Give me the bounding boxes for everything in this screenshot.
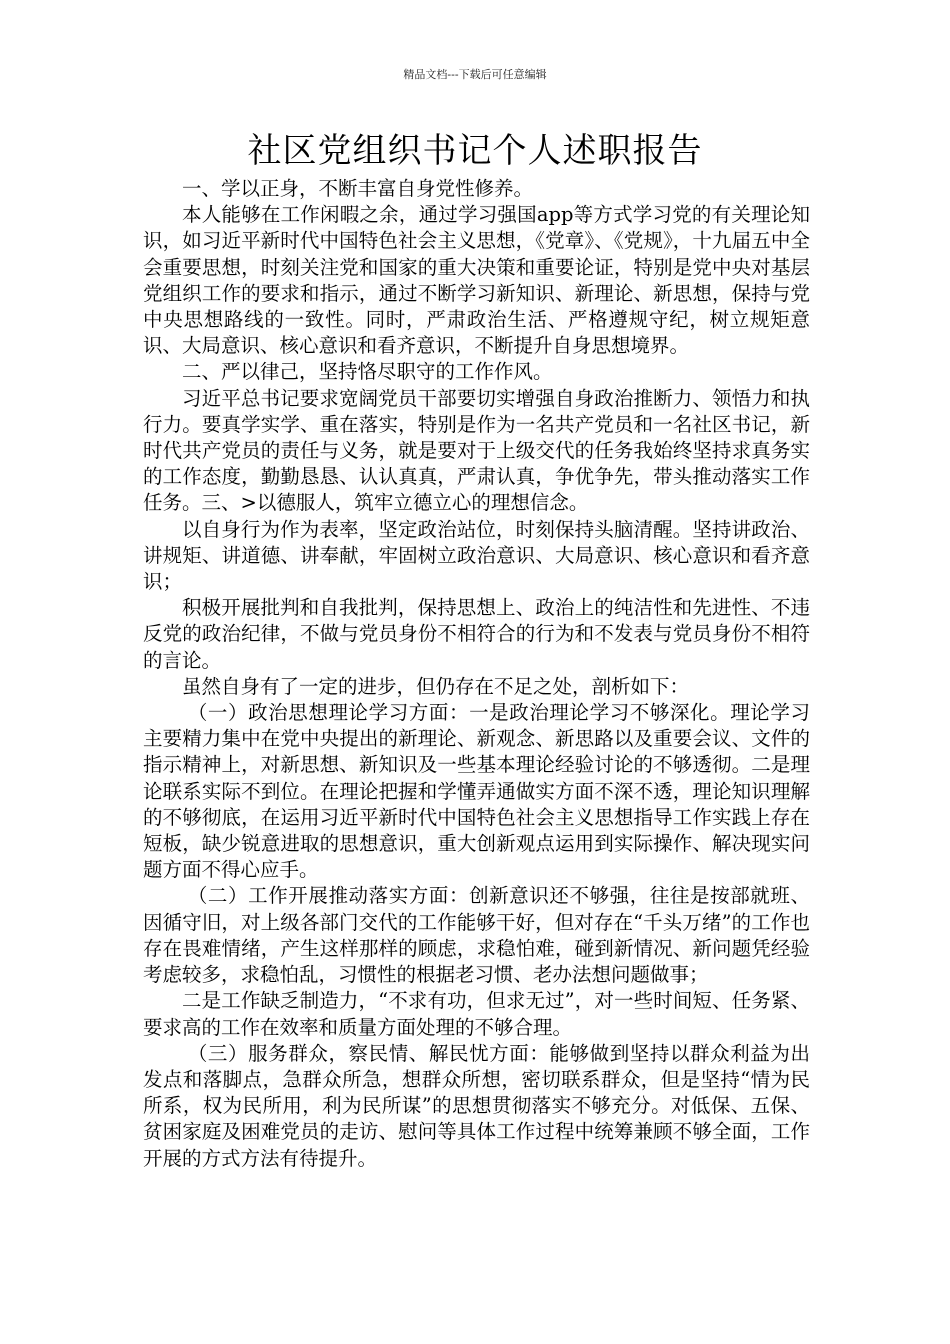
document-title: 社区党组织书记个人述职报告 bbox=[247, 131, 703, 171]
paragraph: （二）工作开展推动落实方面：创新意识还不够强，往往是按部就班、因循守旧，对上级各部门交代的工作能够干好，但对存在“千头万绪”的工作也存在畏难情绪，产生这样那样的顾虑，求稳怕难，碰到新情况、新问题凭经验考虑较多，求稳怕乱，习惯性的根据老习惯、老办法想问题做事； bbox=[143, 884, 810, 987]
page-header: 精品文档---下载后可任意编辑 bbox=[403, 68, 547, 81]
section-heading-1: 一、学以正身，不断丰富自身党性修养。 bbox=[182, 177, 534, 200]
paragraph: （一）政治思想理论学习方面：一是政治理论学习不够深化。理论学习主要精力集中在党中央提出的新理论、新观念、新思路以及重要会议、文件的指示精神上，对新思想、新知识及一些基本理论经验讨论的不够透彻。二是理论联系实际不到位。在理论把握和学懂弄通做实方面不深不透，理论知识理解的不够彻底，在运用习近平新时代中国特色社会主义思想指导工作实践上存在短板，缺少锐意进取的思想意识，重大创新观点运用到实际操作、解决现实问题方面不得心应手。 bbox=[143, 701, 810, 882]
paragraph: 积极开展批判和自我批判，保持思想上、政治上的纯洁性和先进性、不违反党的政治纪律，不做与党员身份不相符合的行为和不发表与党员身份不相符的言论。 bbox=[143, 596, 810, 672]
section-heading-2: 二、严以律己，坚持恪尽职守的工作作风。 bbox=[182, 360, 553, 384]
paragraph: 本人能够在工作闲暇之余，通过学习强国app等方式学习党的有关理论知识，如习近平新时代中国特色社会主义思想，《党章》、《党规》，十九届五中全会重要思想，时刻关注党和国家的重大决策和重要论证，特别是党中央对基层党组织工作的要求和指示，通过不断学习新知识、新理论、新思想，保持与党中央思想路线的一致性。同时，严肃政治生活、严格遵规守纪，树立规矩意识、大局意识、核心意识和看齐意识，不断提升自身思想境界。 bbox=[143, 203, 810, 358]
paragraph: （三）服务群众，察民情、解民忧方面：能够做到坚持以群众利益为出发点和落脚点，急群众所急，想群众所想，密切联系群众，但是坚持“情为民所系，权为民所用，利为民所谋”的思想贯彻落实不够充分。对低保、五保、贫困家庭及困难党员的走访、慰问等具体工作过程中统筹兼顾不够全面，工作开展的方式方法有待提升。 bbox=[143, 1041, 810, 1170]
paragraph: 习近平总书记要求宽阔党员干部要切实增强自身政治推断力、领悟力和执行力。要真学实学、重在落实，特别是作为一名共产党员和一名社区书记，新时代共产党员的责任与义务，就是要对于上级交代的任务我始终坚持求真务实的工作态度，勤勤恳恳、认认真真，严肃认真，争优争先，带头推动落实工作任务。三、>以德服人，筑牢立德立心的理想信念。 bbox=[143, 386, 810, 515]
paragraph: 以自身行为作为表率，坚定政治站位，时刻保持头脑清醒。坚持讲政治、讲规矩、讲道德、讲奉献，牢固树立政治意识、大局意识、核心意识和看齐意识； bbox=[143, 517, 810, 594]
paragraph: 虽然自身有了一定的进步，但仍存在不足之处，剖析如下： bbox=[182, 674, 690, 698]
paragraph: 二是工作缺乏制造力，“不求有功，但求无过”，对一些时间短、任务紧、要求高的工作在效率和质量方面处理的不够合理。 bbox=[143, 989, 810, 1039]
document-body bbox=[143, 176, 810, 1172]
